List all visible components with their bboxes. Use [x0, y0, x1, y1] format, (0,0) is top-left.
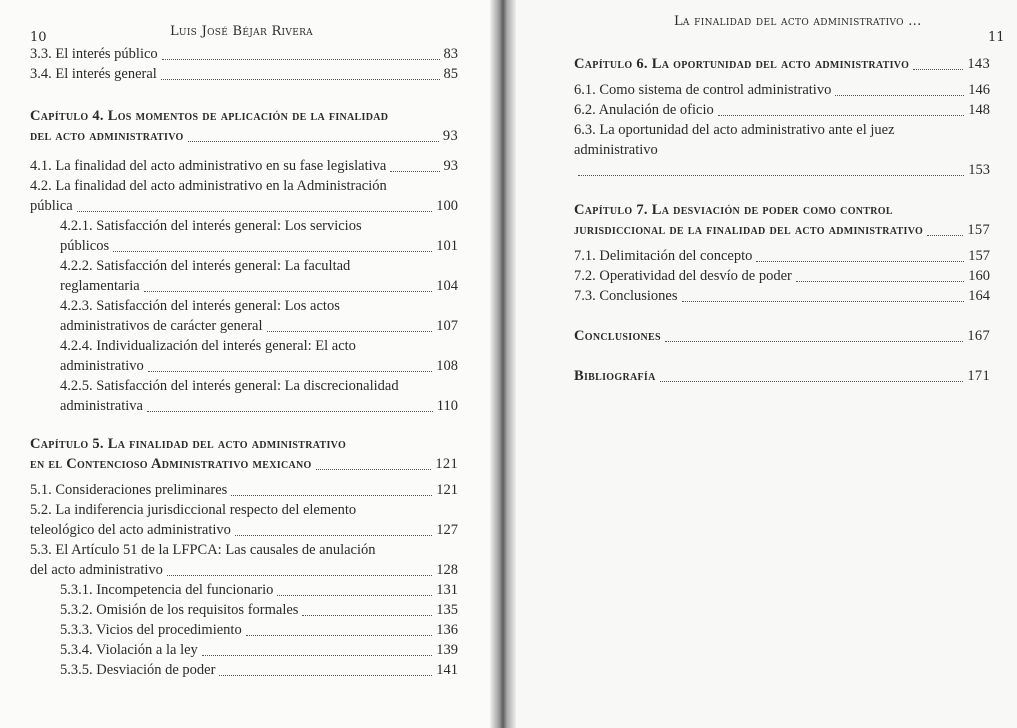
left-page-number: 10 — [30, 30, 47, 45]
toc-entry-line: administrativo — [574, 142, 658, 158]
toc-entry[interactable]: 7.2. Operatividad del desvío de poder 160 — [574, 268, 990, 284]
toc-entry-line: 6.3. La oportunidad del acto administrativo ante el juez — [574, 122, 895, 138]
toc-entry-line: 4.2.1. Satisfacción del interés general: Los servicios — [60, 218, 362, 234]
toc-chapter-entry[interactable]: Capítulo 6. La oportunidad del acto administrativo 143 — [574, 56, 990, 72]
toc-entry[interactable]: reglamentaria 104 — [60, 278, 458, 294]
right-toc — [574, 56, 990, 388]
book-gutter — [490, 0, 516, 728]
toc-entry-line: 4.2. La finalidad del acto administrativo en la Administración — [30, 178, 387, 194]
toc-entry[interactable]: 6.1. Como sistema de control administrativo 146 — [574, 82, 990, 98]
toc-entry[interactable]: 5.3.3. Vicios del procedimiento 136 — [60, 622, 458, 638]
toc-entry-line: 4.2.4. Individualización del interés general: El acto — [60, 338, 356, 354]
toc-entry[interactable]: 5.1. Consideraciones preliminares 121 — [30, 482, 458, 498]
toc-entry[interactable]: 5.3.5. Desviación de poder 141 — [60, 662, 458, 678]
toc-entry[interactable]: 7.3. Conclusiones 164 — [574, 288, 990, 304]
toc-entry[interactable]: 3.3. El interés público 83 — [30, 46, 458, 62]
toc-entry[interactable]: pública 100 — [30, 198, 458, 214]
toc-entry[interactable]: 153 — [574, 162, 990, 182]
right-page — [508, 0, 1017, 728]
left-page — [0, 0, 500, 728]
toc-entry[interactable]: administrativa 110 — [60, 398, 458, 414]
left-running-header: Luis José Béjar Rivera — [170, 24, 313, 39]
toc-entry-line: 4.2.2. Satisfacción del interés general: La facultad — [60, 258, 351, 274]
toc-chapter-entry[interactable]: en el Contencioso Administrativo mexicano 121 — [30, 456, 458, 472]
toc-chapter-line: Capítulo 4. Los momentos de aplicación de la finalidad — [30, 108, 389, 124]
toc-entry[interactable]: públicos 101 — [60, 238, 458, 254]
left-toc — [30, 46, 458, 682]
toc-entry-line: 4.2.5. Satisfacción del interés general: La discrecionalidad — [60, 378, 399, 394]
toc-bibliography-entry[interactable]: Bibliografía 171 — [574, 368, 990, 384]
toc-chapter-line: Capítulo 7. La desviación de poder como control — [574, 202, 893, 218]
toc-chapter-entry[interactable]: jurisdiccional de la finalidad del acto administrativo 157 — [574, 222, 990, 238]
toc-conclusions-entry[interactable]: Conclusiones 167 — [574, 328, 990, 344]
toc-entry[interactable]: 3.4. El interés general 85 — [30, 66, 458, 82]
toc-entry[interactable]: 7.1. Delimitación del concepto 157 — [574, 248, 990, 264]
toc-entry[interactable]: 4.1. La finalidad del acto administrativo en su fase legislativa 93 — [30, 158, 458, 174]
toc-entry[interactable]: 5.3.4. Violación a la ley 139 — [60, 642, 458, 658]
toc-entry[interactable]: del acto administrativo 128 — [30, 562, 458, 578]
toc-entry[interactable]: administrativo 108 — [60, 358, 458, 374]
toc-entry[interactable]: 5.3.1. Incompetencia del funcionario 131 — [60, 582, 458, 598]
toc-entry[interactable]: administrativos de carácter general 107 — [60, 318, 458, 334]
toc-entry[interactable]: 6.2. Anulación de oficio 148 — [574, 102, 990, 118]
toc-entry[interactable]: teleológico del acto administrativo 127 — [30, 522, 458, 538]
right-page-number: 11 — [988, 30, 1005, 45]
toc-entry[interactable]: 5.3.2. Omisión de los requisitos formales 135 — [60, 602, 458, 618]
toc-entry-line: 5.3. El Artículo 51 de la LFPCA: Las causales de anulación — [30, 542, 376, 558]
toc-entry-line: 5.2. La indiferencia jurisdiccional respecto del elemento — [30, 502, 357, 518]
toc-entry-line: 4.2.3. Satisfacción del interés general: Los actos — [60, 298, 340, 314]
toc-chapter-entry[interactable]: del acto administrativo 93 — [30, 128, 458, 144]
right-running-header: La finalidad del acto administrativo ... — [674, 14, 922, 29]
toc-chapter-line: Capítulo 5. La finalidad del acto administrativo — [30, 436, 347, 452]
